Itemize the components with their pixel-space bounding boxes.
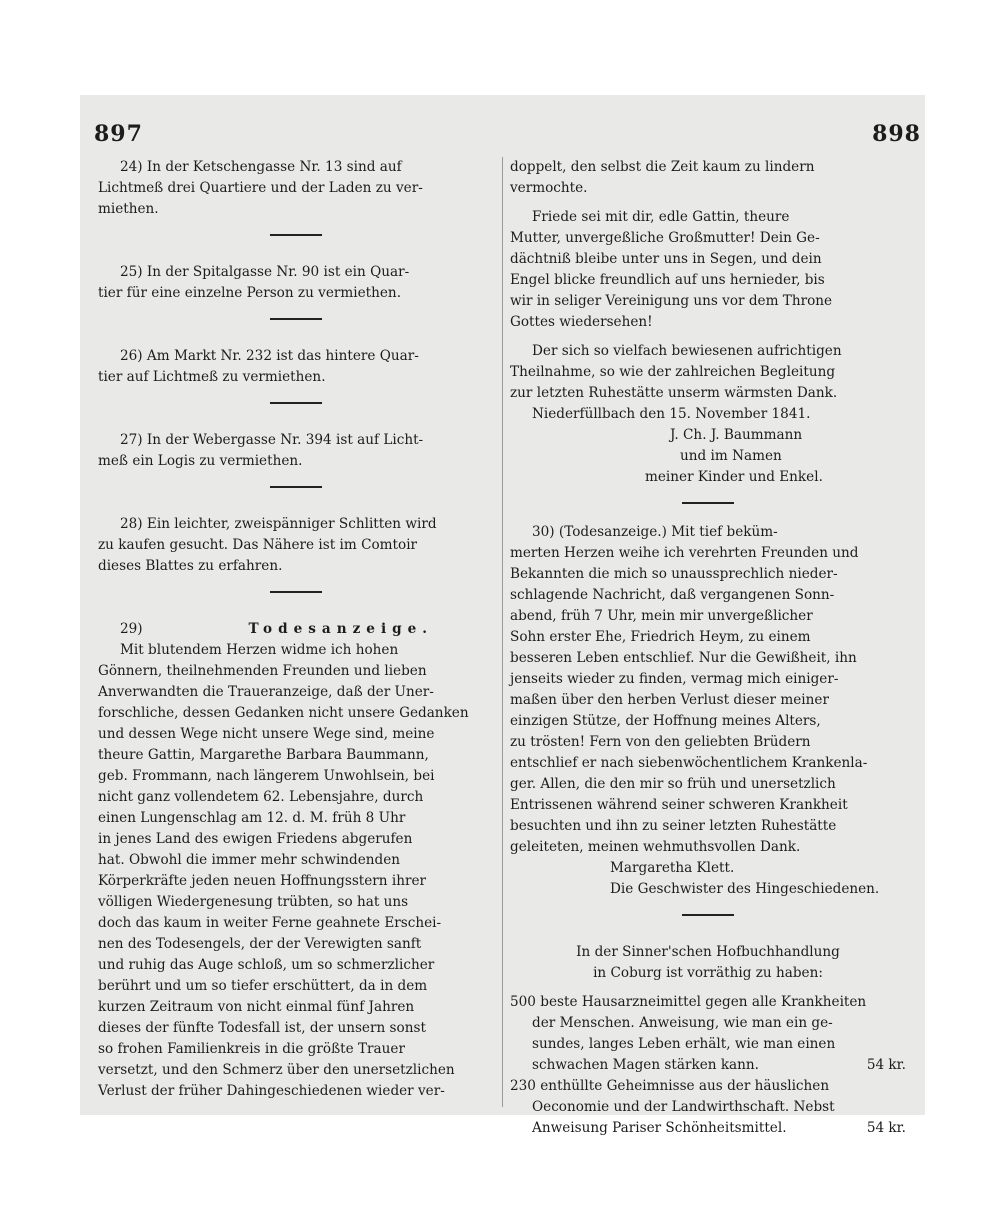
notice-line: Lichtmeß drei Quartiere und der Laden zu ver- — [98, 180, 423, 196]
notice-line: Mutter, unvergeßliche Großmutter! Dein Ge- — [510, 230, 820, 246]
notice-29 — [98, 619, 493, 1102]
column-divider — [502, 157, 503, 1107]
notice-line: Sohn erster Ehe, Friedrich Heym, zu einem — [510, 629, 811, 645]
separator-rule — [682, 502, 734, 504]
book-price-row — [510, 1118, 906, 1139]
notice-line: hat. Obwohl die immer mehr schwindenden — [98, 852, 401, 868]
notice-29-heading-line — [98, 619, 493, 640]
bookshop-heading-line: In der Sinner'schen Hofbuchhandlung — [576, 944, 840, 960]
notice-number: 29) — [120, 621, 143, 637]
notice-line: Körperkräfte jeden neuen Hoffnungsstern ihrer — [98, 873, 427, 889]
book-line: 500 beste Hausarzneimittel gegen alle Krankheiten — [510, 994, 867, 1010]
book-line: sundes, langes Leben erhält, wie man einen — [532, 1036, 836, 1052]
notice-line: einzigen Stütze, der Hoffnung meines Alters, — [510, 713, 821, 729]
notice-line: doppelt, den selbst die Zeit kaum zu lindern — [510, 159, 815, 175]
notice-line: und ruhig das Auge schloß, um so schmerzlicher — [98, 957, 435, 973]
separator-rule — [682, 914, 734, 916]
book-price: 54 kr. — [866, 1057, 906, 1073]
notice-28 — [98, 514, 493, 577]
notice-line: abend, früh 7 Uhr, mein mir unvergeßlicher — [510, 608, 813, 624]
notice-line: nen des Todesengels, der der Verewigten sanft — [98, 936, 422, 952]
notice-line: Theilnahme, so wie der zahlreichen Begleitung — [510, 364, 836, 380]
notice-line: maßen über den herben Verlust dieser meiner — [510, 692, 829, 708]
notice-line: theure Gattin, Margarethe Barbara Baummann, — [98, 747, 429, 763]
left-column — [98, 157, 493, 1102]
separator-rule — [270, 402, 322, 404]
signoff-siblings: Die Geschwister des Hingeschiedenen. — [610, 881, 880, 897]
notice-line: Verlust der früher Dahingeschiedenen wieder ver- — [98, 1083, 445, 1099]
notice-line: besseren Leben entschlief. Nur die Gewißheit, ihn — [510, 650, 857, 666]
notice-line: geleiteten, meinen wehmuthsvollen Dank. — [510, 839, 801, 855]
notice-line: in jenes Land des ewigen Friedens abgerufen — [98, 831, 413, 847]
notice-line: versetzt, und den Schmerz über den unersetzlichen — [98, 1062, 455, 1078]
notice-29-continuation — [510, 157, 906, 199]
notice-26 — [98, 346, 493, 388]
signature-name: J. Ch. J. Baummann — [670, 427, 803, 443]
book-price: 54 kr. — [866, 1120, 906, 1136]
notice-line: schlagende Nachricht, daß vergangenen Sonn- — [510, 587, 835, 603]
notice-line: dächtniß bleibe unter uns in Segen, und dein — [510, 251, 822, 267]
separator-rule — [270, 318, 322, 320]
notice-line: Gottes wiedersehen! — [510, 314, 653, 330]
notice-line: Bekannten die mich so unaussprechlich nieder- — [510, 566, 838, 582]
notice-line: entschlief er nach siebenwöchentlichem Krankenla- — [510, 755, 868, 771]
notice-line: dieses Blattes zu erfahren. — [98, 558, 283, 574]
notice-line: forschliche, dessen Gedanken nicht unsere Gedanken — [98, 705, 469, 721]
notice-line: und dessen Wege nicht unsere Wege sind, meine — [98, 726, 435, 742]
notice-line: 25) In der Spitalgasse Nr. 90 ist ein Quar- — [120, 264, 410, 280]
blessing-paragraph — [510, 207, 906, 333]
book-line: der Menschen. Anweisung, wie man ein ge- — [532, 1015, 833, 1031]
notice-line: doch das kaum in weiter Ferne geahnete Erschei- — [98, 915, 442, 931]
notice-line: geb. Frommann, nach längerem Unwohlsein, bei — [98, 768, 435, 784]
book-line: Anweisung Pariser Schönheitsmittel. — [532, 1120, 787, 1136]
notice-30 — [510, 522, 906, 858]
right-column — [510, 157, 906, 1139]
notice-line: völligen Wiedergenesung trübten, so hat uns — [98, 894, 409, 910]
newspaper-page — [80, 95, 925, 1136]
notice-line: 26) Am Markt Nr. 232 ist das hintere Quar- — [120, 348, 419, 364]
book-line: schwachen Magen stärken kann. — [532, 1057, 759, 1073]
notice-25 — [98, 262, 493, 304]
notice-line: Friede sei mit dir, edle Gattin, theure — [532, 209, 790, 225]
book-line: 230 enthüllte Geheimnisse aus der häuslichen — [510, 1078, 830, 1094]
notice-line: Entrissenen während seiner schweren Krankheit — [510, 797, 848, 813]
notice-line: 27) In der Webergasse Nr. 394 ist auf Licht- — [120, 432, 424, 448]
book-listing-2 — [510, 1076, 906, 1139]
signoff-name: Margaretha Klett. — [610, 860, 735, 876]
signature-line: und im Namen — [680, 448, 782, 464]
notice-line: Anverwandten die Traueranzeige, daß der Uner- — [98, 684, 434, 700]
notice-line: nicht ganz vollendetem 62. Lebensjahre, durch — [98, 789, 424, 805]
notice-line: tier für eine einzelne Person zu vermiethen. — [98, 285, 402, 301]
notice-line: merten Herzen weihe ich verehrten Freunden und — [510, 545, 859, 561]
notice-line: 28) Ein leichter, zweispänniger Schlitten wird — [120, 516, 437, 532]
notice-line: 24) In der Ketschengasse Nr. 13 sind auf — [120, 159, 402, 175]
notice-line: vermochte. — [510, 180, 588, 196]
book-listing-1 — [510, 992, 906, 1076]
notice-line: jenseits wieder zu finden, vermag mich einiger- — [510, 671, 839, 687]
notice-line: 30) (Todesanzeige.) Mit tief beküm- — [532, 524, 778, 540]
notice-line: so frohen Familienkreis in die größte Trauer — [98, 1041, 405, 1057]
separator-rule — [270, 486, 322, 488]
notice-line: zu trösten! Fern von den geliebten Brüdern — [510, 734, 811, 750]
notice-line: dieses der fünfte Todesfall ist, der unsern sonst — [98, 1020, 426, 1036]
notice-line: zu kaufen gesucht. Das Nähere ist im Comtoir — [98, 537, 418, 553]
notice-line: Der sich so vielfach bewiesenen aufrichtigen — [532, 343, 842, 359]
death-notice-heading: Todesanzeige. — [248, 621, 433, 637]
book-price-row — [510, 1055, 906, 1076]
notice-line: miethen. — [98, 201, 159, 217]
notice-27 — [98, 430, 493, 472]
notice-line: kurzen Zeitraum von nicht einmal fünf Jahren — [98, 999, 415, 1015]
signature-line: meiner Kinder und Enkel. — [645, 469, 823, 485]
notice-line: zur letzten Ruhestätte unserm wärmsten Dank. — [510, 385, 838, 401]
notice-line: Gönnern, theilnehmenden Freunden und lieben — [98, 663, 427, 679]
notice-line: meß ein Logis zu vermiethen. — [98, 453, 303, 469]
thanks-paragraph — [510, 341, 906, 404]
notice-line: wir in seliger Vereinigung uns vor dem Throne — [510, 293, 833, 309]
notice-line: berührt und um so tiefer erschüttert, da in dem — [98, 978, 428, 994]
notice-24 — [98, 157, 493, 220]
notice-line: besuchten und ihn zu seiner letzten Ruhestätte — [510, 818, 837, 834]
bookshop-heading — [510, 942, 906, 984]
bookshop-heading-line: in Coburg ist vorräthig zu haben: — [593, 965, 823, 981]
separator-rule — [270, 234, 322, 236]
notice-line: einen Lungenschlag am 12. d. M. früh 8 Uhr — [98, 810, 406, 826]
separator-rule — [270, 591, 322, 593]
book-line: Oeconomie und der Landwirthschaft. Nebst — [532, 1099, 835, 1115]
notice-line: Engel blicke freundlich auf uns hernieder, bis — [510, 272, 825, 288]
notice-line: ger. Allen, die den mir so früh und unersetzlich — [510, 776, 836, 792]
place-date-line: Niederfüllbach den 15. November 1841. — [532, 406, 811, 422]
page-number-right: 898 — [872, 121, 921, 147]
notice-line: Mit blutendem Herzen widme ich hohen — [120, 642, 399, 658]
notice-line: tier auf Lichtmeß zu vermiethen. — [98, 369, 326, 385]
page-number-left: 897 — [94, 121, 143, 147]
